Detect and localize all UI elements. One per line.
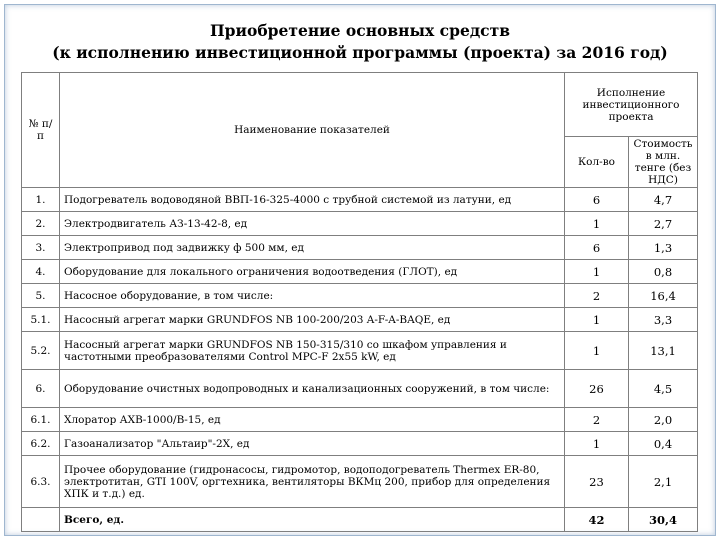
row-cost: 4,7 <box>629 188 698 212</box>
row-name: Подогреватель водоводяной ВВП-16-325-4000 с трубной системой из латуни, ед <box>60 188 565 212</box>
row-qty: 1 <box>565 332 629 370</box>
row-cost: 0,4 <box>629 432 698 456</box>
row-name: Электропривод под задвижку ф 500 мм, ед <box>60 236 565 260</box>
row-num: 2. <box>22 212 60 236</box>
row-cost: 2,1 <box>629 456 698 508</box>
row-qty: 23 <box>565 456 629 508</box>
header-row <box>22 73 698 137</box>
row-cost: 0,8 <box>629 260 698 284</box>
row-qty: 1 <box>565 308 629 332</box>
table-row <box>22 370 698 408</box>
row-qty: 2 <box>565 408 629 432</box>
row-num: 4. <box>22 260 60 284</box>
row-name: Прочее оборудование (гидронасосы, гидромотор, водоподогреватель Thermex ER-80, электротитан, GTI 100V, оргтехника, вентиляторы ВКМц 200, прибор для определения ХПК и т.д.) ед. <box>60 456 565 508</box>
row-qty: 6 <box>565 236 629 260</box>
row-cost: 1,3 <box>629 236 698 260</box>
row-num: 1. <box>22 188 60 212</box>
header-name: Наименование показателей <box>60 73 565 188</box>
row-name: Оборудование очистных водопроводных и канализационных сооружений, в том числе: <box>60 370 565 408</box>
title-line-2: (к исполнению инвестиционной программы (проекта) за 2016 год) <box>52 43 668 62</box>
row-name: Насосное оборудование, в том числе: <box>60 284 565 308</box>
table-row <box>22 260 698 284</box>
row-name: Газоанализатор "Альтаир"-2Х, ед <box>60 432 565 456</box>
table-row <box>22 456 698 508</box>
row-cost: 13,1 <box>629 332 698 370</box>
fixed-assets-table <box>21 72 698 532</box>
row-qty: 1 <box>565 260 629 284</box>
row-name: Насосный агрегат марки GRUNDFOS NB 100-200/203 A-F-A-BAQE, ед <box>60 308 565 332</box>
row-name: Электродвигатель АЗ-13-42-8, ед <box>60 212 565 236</box>
row-cost: 4,5 <box>629 370 698 408</box>
total-row <box>22 508 698 532</box>
table-row <box>22 236 698 260</box>
row-num: 5.1. <box>22 308 60 332</box>
total-num <box>22 508 60 532</box>
total-qty: 42 <box>565 508 629 532</box>
row-num: 6.2. <box>22 432 60 456</box>
row-name: Оборудование для локального ограничения водоотведения (ГЛОТ), ед <box>60 260 565 284</box>
row-qty: 26 <box>565 370 629 408</box>
row-qty: 1 <box>565 432 629 456</box>
row-qty: 2 <box>565 284 629 308</box>
header-cost: Стоимость в млн. тенге (без НДС) <box>629 137 698 188</box>
row-num: 5. <box>22 284 60 308</box>
row-cost: 2,0 <box>629 408 698 432</box>
row-cost: 2,7 <box>629 212 698 236</box>
row-qty: 6 <box>565 188 629 212</box>
row-num: 6.3. <box>22 456 60 508</box>
row-cost: 3,3 <box>629 308 698 332</box>
table-row <box>22 212 698 236</box>
title-line-1: Приобретение основных средств <box>210 21 510 40</box>
row-name: Хлоратор АХВ-1000/В-15, ед <box>60 408 565 432</box>
table-row <box>22 408 698 432</box>
row-num: 3. <box>22 236 60 260</box>
row-num: 6. <box>22 370 60 408</box>
table-row <box>22 432 698 456</box>
table-row <box>22 308 698 332</box>
row-cost: 16,4 <box>629 284 698 308</box>
total-label: Всего, ед. <box>60 508 565 532</box>
row-num: 6.1. <box>22 408 60 432</box>
row-qty: 1 <box>565 212 629 236</box>
row-num: 5.2. <box>22 332 60 370</box>
total-cost: 30,4 <box>629 508 698 532</box>
row-name: Насосный агрегат марки GRUNDFOS NB 150-315/310 со шкафом управления и частотными преобразователями Control MPC-F 2x55 kW, ед <box>60 332 565 370</box>
table-row <box>22 188 698 212</box>
header-qty: Кол-во <box>565 137 629 188</box>
table-row <box>22 284 698 308</box>
header-group: Исполнение инвестиционного проекта <box>565 73 698 137</box>
page-title <box>0 20 720 64</box>
header-num: № п/п <box>22 73 60 188</box>
table-row <box>22 332 698 370</box>
